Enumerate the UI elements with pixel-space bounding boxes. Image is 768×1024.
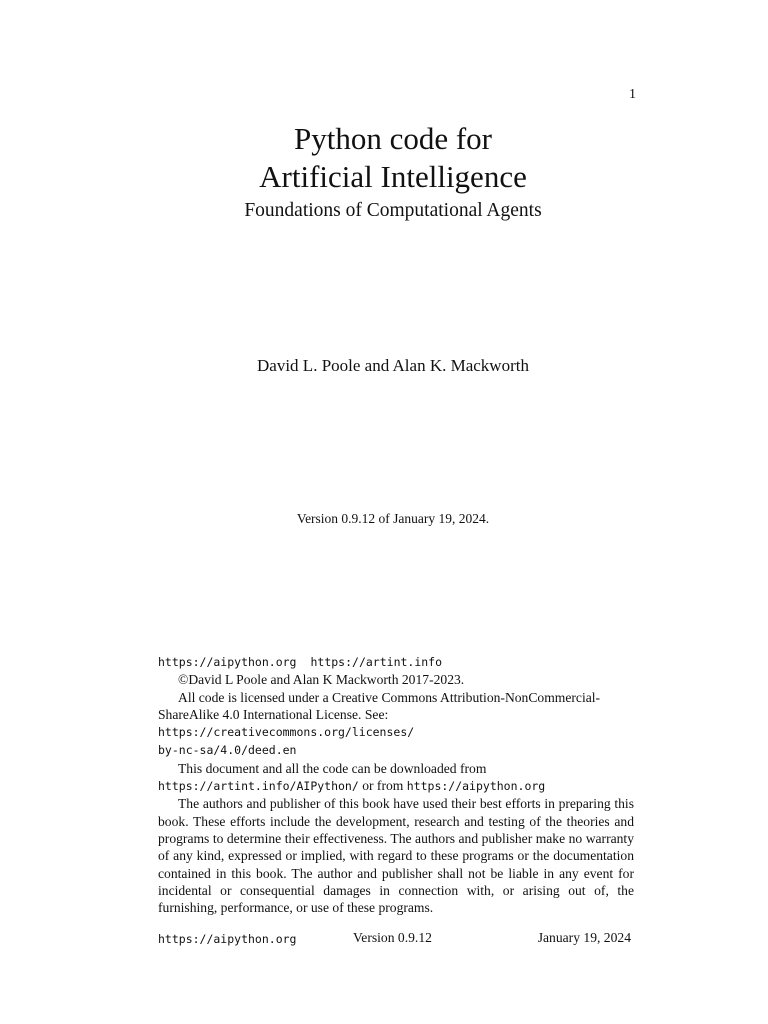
legal-section: [158, 653, 634, 916]
footer-version: Version 0.9.12: [353, 930, 432, 945]
book-title-line-1: Python code for: [293, 121, 493, 156]
download-link-artint[interactable]: https://artint.info/AIPython/: [158, 779, 359, 794]
license-paragraph: [158, 689, 634, 760]
website-links: [158, 653, 634, 671]
download-text: This document and all the code can be downloaded from: [178, 760, 487, 776]
artint-link[interactable]: https://artint.info: [310, 655, 443, 669]
page-footer: [158, 930, 631, 950]
aipython-link[interactable]: https://aipython.org: [158, 655, 297, 669]
license-link-part-1[interactable]: https://creativecommons.org/licenses/: [158, 725, 415, 740]
version-line: Version 0.9.12 of January 19, 2024.: [296, 511, 490, 526]
footer-date: January 19, 2024: [537, 930, 631, 945]
authors: David L. Poole and Alan K. Mackworth: [257, 356, 529, 375]
copyright-notice: ©David L Poole and Alan K Mackworth 2017-2023.: [178, 672, 465, 688]
download-or-text: or from: [358, 778, 407, 794]
page-number: 1: [629, 87, 636, 102]
disclaimer-paragraph: The authors and publisher of this book have used their best efforts in preparing this book. These efforts include the development, research and testing of the theories and programs to determine their effectiveness. The authors and publisher make no warranty of any kind, expressed or implied, with regard to these programs or the documentation contained in this book. The author and publisher shall not be liable in any event for incidental or consequential damages in connection with, or arising out of, the furnishing, performance, or use of these programs.: [158, 796, 634, 916]
download-paragraph: [158, 760, 634, 796]
book-subtitle: Foundations of Computational Agents: [244, 200, 542, 221]
license-link-part-2[interactable]: by-nc-sa/4.0/deed.en: [158, 743, 297, 758]
license-text: All code is licensed under a Creative Commons Attribution-NonCommercial-ShareAlike 4.0 International License. See:: [158, 689, 601, 722]
download-link-aipython[interactable]: https://aipython.org: [406, 779, 546, 794]
book-title-line-2: Artificial Intelligence: [259, 159, 527, 194]
footer-website-link[interactable]: https://aipython.org: [158, 932, 297, 946]
title-block: [0, 120, 768, 224]
